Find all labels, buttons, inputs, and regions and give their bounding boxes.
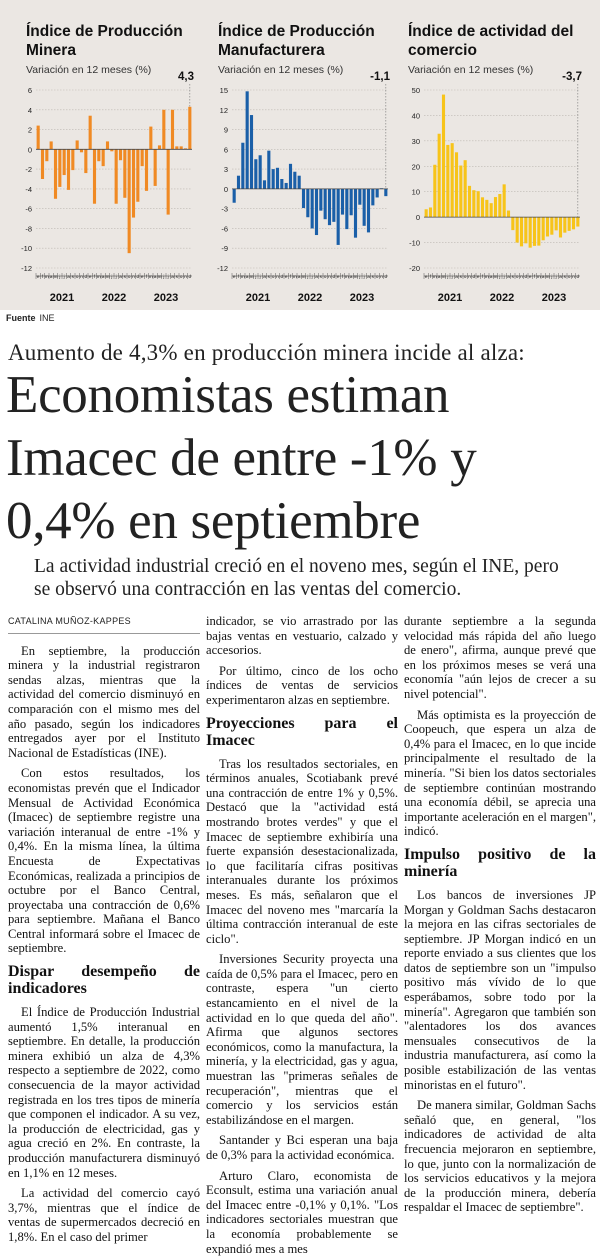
- month-label: a: [315, 274, 318, 279]
- y-tick-label: 6: [223, 145, 228, 155]
- paragraph: Con estos resultados, los economistas prevén que el Indicador Mensual de Actividad Económica (Imacec) de septiembre registre una variación interanual de entre -1% y 0,4%. En la misma línea, la última Encuesta de Expectativas Económicas, realizada a principios de octubre por el Banco Central, proyectaba una contracción de 0,6% para septiembre. Mañana el Banco Central informará sobre el Imacec de septiembre.: [8, 766, 200, 956]
- bar: [180, 146, 183, 149]
- month-label: a: [367, 274, 370, 279]
- year-label: 2022: [489, 292, 515, 304]
- bar: [285, 183, 288, 189]
- bar: [76, 140, 79, 149]
- bar: [263, 180, 266, 189]
- y-tick-label: 4: [27, 105, 32, 115]
- bar: [250, 115, 253, 189]
- month-label: m: [301, 274, 306, 279]
- paragraph: Santander y Bci esperan una baja de 0,3% para la actividad económica.: [206, 1133, 398, 1162]
- month-label: a: [153, 274, 157, 279]
- bar: [542, 217, 545, 240]
- bar: [433, 165, 436, 217]
- month-label: n: [380, 274, 383, 279]
- bar: [576, 217, 579, 226]
- paragraph: Inversiones Security proyecta una caída de 0,5% para el Imacec, pero en contraste, espera "un cierto estancamiento en el nivel de la actividad en lo que queda del año". Afirma que algunos sectores económicos, como la manufactura, la minería, y la electricidad, gas y agua, muestran las "primeras señales de recuperación", mientras que el comercio y los servicios están estabilizándose en el margen.: [206, 952, 398, 1127]
- paragraph: La actividad del comercio cayó 3,7%, mientras que el índice de ventas de supermercados decreció en 1,8%. En el caso del primer: [8, 1186, 200, 1244]
- article-column-1: [8, 614, 200, 1251]
- y-tick-label: 40: [411, 111, 420, 121]
- month-label: a: [349, 274, 353, 279]
- month-label: j: [111, 274, 113, 279]
- article-column-2: [206, 614, 398, 1258]
- year-label: 2023: [349, 292, 375, 304]
- bar: [259, 155, 262, 189]
- month-label: s: [511, 274, 514, 279]
- section-heading: Impulso positivo de la minería: [404, 845, 596, 880]
- bar: [71, 149, 74, 170]
- chart-subtitle: Variación en 12 meses (%): [26, 64, 152, 76]
- y-tick-label: 3: [223, 165, 228, 175]
- bar: [233, 189, 236, 203]
- bar: [67, 149, 70, 190]
- y-tick-label: -2: [25, 165, 32, 175]
- bar: [302, 189, 305, 208]
- deck: La actividad industrial creció en el noveno mes, según el INE, pero se observó una contracción en las ventas del comercio.: [34, 556, 559, 600]
- month-label: s: [123, 274, 126, 279]
- chart-title: Índice de Producción Minera: [26, 23, 183, 59]
- bar: [490, 203, 493, 217]
- bar: [455, 152, 458, 217]
- month-label: j: [311, 274, 313, 279]
- y-tick-label: -20: [409, 264, 420, 273]
- bar: [315, 189, 318, 235]
- bar: [128, 149, 131, 253]
- month-label: j: [503, 274, 505, 279]
- month-label: a: [119, 274, 122, 279]
- month-label: n: [572, 274, 575, 279]
- bar: [246, 91, 249, 189]
- paragraph: De manera similar, Goldman Sachs señaló que, en general, "los indicadores de actividad de alta frecuencia mejoraron en septiembre, lo que, junto con la normalización de los servicios educativos y la mejora de la producción minera, debería respaldar el Imacec de septiembre".: [404, 1098, 596, 1215]
- month-label: e: [88, 274, 92, 279]
- bar: [149, 127, 152, 150]
- month-label: m: [441, 274, 446, 279]
- bar: [50, 141, 53, 149]
- bar: [58, 149, 61, 187]
- month-label: o: [463, 274, 467, 279]
- month-label: s: [71, 274, 74, 279]
- month-label: m: [493, 274, 498, 279]
- bar: [354, 189, 357, 238]
- chart-panel-mineria: [0, 0, 200, 310]
- byline: CATALINA MUÑOZ-KAPPES: [8, 614, 200, 634]
- bar: [324, 189, 327, 219]
- chart-panel-manufactura: [196, 0, 396, 310]
- paragraph: indicador, se vio arrastrado por las bajas ventas en vestuario, calzado y accesorios.: [206, 614, 398, 658]
- bar: [568, 217, 571, 231]
- month-label: a: [437, 274, 441, 279]
- bar: [481, 197, 484, 217]
- month-label: e: [140, 274, 144, 279]
- bar: [328, 189, 331, 225]
- month-label: m: [353, 274, 358, 279]
- month-label: m: [44, 274, 49, 279]
- year-label: 2023: [541, 292, 567, 304]
- bar: [171, 110, 174, 150]
- month-label: m: [148, 274, 153, 279]
- bar: [45, 149, 48, 161]
- bar: [84, 149, 87, 173]
- month-label: o: [515, 274, 519, 279]
- bar: [106, 141, 109, 149]
- month-label: j: [163, 274, 165, 279]
- bar: [507, 211, 510, 218]
- bar: [319, 189, 322, 211]
- month-label: f: [289, 274, 292, 279]
- month-label: a: [245, 274, 249, 279]
- month-label: j: [551, 274, 553, 279]
- month-label: j: [555, 274, 557, 279]
- y-tick-label: 9: [223, 125, 228, 135]
- year-label: 2021: [245, 292, 271, 304]
- month-label: s: [175, 274, 178, 279]
- paragraph: Tras los resultados sectoriales, en términos anuales, Scotiabank prevé una contracción de entre 1% y 0,5%. Destacó que la "actividad está mostrando brotes verdes" y que el Imacec de septiembre exhibiría una fuerte expansión desestacionalizada, lo que facilitaría cifras positivas interanuales durante los próximos meses. Es más, señalaron que el Imacec del noveno mes "marcaría la última contracción interanual de este ciclo".: [206, 756, 398, 946]
- month-label: d: [280, 274, 284, 279]
- bar: [572, 217, 575, 229]
- bar: [363, 189, 366, 226]
- year-label: 2022: [101, 292, 127, 304]
- y-tick-label: -12: [21, 264, 32, 273]
- year-label: 2021: [49, 292, 75, 304]
- month-label: f: [533, 274, 536, 279]
- bar: [459, 166, 462, 218]
- month-label: n: [80, 274, 83, 279]
- paragraph: Arturo Claro, economista de Econsult, estima una variación anual del Imacec entre -0,1% y 0,1%. "Los indicadores sectoriales muestran que la economía probablemente se expandió mes a mes: [206, 1168, 398, 1256]
- source-value: INE: [39, 313, 55, 323]
- month-label: a: [101, 274, 105, 279]
- paragraph: Por último, cinco de los ocho índices de ventas de servicios experimentaron alzas en septiembre.: [206, 663, 398, 707]
- month-label: j: [363, 274, 365, 279]
- bar: [175, 146, 178, 149]
- bar: [241, 143, 244, 189]
- chart-title: Índice de actividad del comercio: [408, 23, 574, 59]
- y-tick-label: -6: [25, 204, 32, 214]
- paragraph: Los bancos de inversiones JP Morgan y Goldman Sachs destacaron la mejora en las cifras sectoriales de septiembre. JP Morgan indicó en un reporte enviado a sus clientes que los datos de septiembre son un "impulso positivo más vívido de lo que esperábamos, sobre todo por la minería". Agregaron que también son "alentadores los dos avances mensuales consecutivos de la industria manufacturera, así como la posible estabilización de las ventas minoristas en el futuro".: [404, 887, 596, 1092]
- month-label: o: [271, 274, 275, 279]
- article-column-3: [404, 614, 596, 1221]
- month-label: a: [455, 274, 458, 279]
- month-label: j: [359, 274, 361, 279]
- chart-subtitle: Variación en 12 meses (%): [408, 64, 534, 76]
- month-label: j: [255, 274, 257, 279]
- month-label: m: [157, 274, 162, 279]
- month-label: f: [341, 274, 344, 279]
- bar: [132, 149, 135, 217]
- bar: [503, 184, 506, 217]
- month-label: f: [237, 274, 240, 279]
- bar: [93, 149, 96, 203]
- month-label: a: [67, 274, 70, 279]
- month-label: a: [263, 274, 266, 279]
- month-label: j: [167, 274, 169, 279]
- bar: [438, 134, 441, 217]
- bar: [145, 149, 148, 191]
- y-tick-label: 20: [411, 162, 420, 172]
- bar: [529, 217, 532, 248]
- month-label: m: [96, 274, 101, 279]
- month-label: f: [481, 274, 484, 279]
- y-tick-label: -9: [221, 244, 228, 254]
- month-label: a: [559, 274, 562, 279]
- chart-subtitle: Variación en 12 meses (%): [218, 64, 344, 76]
- paragraph: En septiembre, la producción minera y la industrial registraron sendas alzas, mientras que la actividad del comercio disminuyó en comparación con el mismo mes del año pasado, según los indicadores entregados ayer por el Instituto Nacional de Estadísticas (INE).: [8, 643, 200, 760]
- month-label: m: [344, 274, 349, 279]
- month-label: m: [545, 274, 550, 279]
- month-label: m: [249, 274, 254, 279]
- chart-panel-comercio: [388, 0, 588, 310]
- y-tick-label: 6: [27, 86, 32, 95]
- month-label: n: [132, 274, 135, 279]
- bar: [293, 172, 296, 189]
- month-label: a: [489, 274, 493, 279]
- y-tick-label: -12: [217, 264, 228, 273]
- bar: [237, 176, 240, 189]
- bar: [341, 189, 344, 215]
- year-label: 2022: [297, 292, 323, 304]
- month-label: o: [323, 274, 327, 279]
- y-tick-label: -3: [221, 204, 228, 214]
- bar: [276, 168, 279, 189]
- paragraph: El Índice de Producción Industrial aumentó 1,5% interanual en septiembre. En detalle, la producción minera exhibió un alza de 4,3% respecto a septiembre de 2022, como consecuencia de la mayor actividad registrada en los tres tipos de minería que componen el indicador. A su vez, la producción de electricidad, gas y agua creció en 2%. En contraste, la producción manufacturera disminuyó en 1,1% en 12 meses.: [8, 1005, 200, 1180]
- month-label: s: [267, 274, 270, 279]
- month-label: o: [179, 274, 183, 279]
- month-label: n: [184, 274, 187, 279]
- bar: [451, 143, 454, 217]
- bar: [119, 149, 122, 160]
- month-label: f: [429, 274, 432, 279]
- bar: [533, 217, 536, 246]
- bar: [80, 149, 83, 152]
- month-label: o: [567, 274, 571, 279]
- month-label: s: [371, 274, 374, 279]
- y-tick-label: -8: [25, 224, 32, 234]
- bar: [267, 151, 270, 189]
- month-label: n: [520, 274, 523, 279]
- y-tick-label: -10: [409, 238, 420, 248]
- bar: [464, 160, 467, 217]
- month-label: d: [472, 274, 476, 279]
- y-tick-label: -10: [21, 244, 32, 254]
- month-label: f: [145, 274, 148, 279]
- bar: [350, 189, 353, 215]
- bar: [162, 110, 165, 150]
- bar: [102, 149, 105, 166]
- bar: [154, 149, 157, 186]
- month-label: j: [59, 274, 61, 279]
- month-label: m: [536, 274, 541, 279]
- bar: [54, 149, 57, 198]
- bar: [546, 217, 549, 236]
- bar: [446, 145, 449, 217]
- y-tick-label: 10: [411, 187, 420, 197]
- month-label: m: [105, 274, 110, 279]
- bar: [477, 191, 480, 217]
- bar: [89, 116, 92, 150]
- month-label: e: [232, 274, 236, 279]
- month-label: f: [93, 274, 96, 279]
- headline: Economistas estiman Imacec de entre -1% y 0,4% en septiembre: [6, 366, 477, 550]
- kicker: Aumento de 4,3% en producción minera incide al alza:: [8, 340, 525, 365]
- month-label: a: [171, 274, 174, 279]
- bar: [524, 217, 527, 243]
- month-label: n: [276, 274, 279, 279]
- source-note: [6, 313, 55, 323]
- bar: [332, 189, 335, 222]
- bar: [537, 217, 540, 245]
- bar: [345, 189, 348, 229]
- month-label: m: [292, 274, 297, 279]
- bar: [280, 179, 283, 189]
- bar: [384, 189, 387, 196]
- month-label: m: [432, 274, 437, 279]
- month-label: s: [459, 274, 462, 279]
- month-label: d: [84, 274, 88, 279]
- chart-comercio: [388, 0, 588, 310]
- bar: [141, 149, 144, 166]
- section-heading: Proyecciones para el Imacec: [206, 714, 398, 749]
- month-label: d: [524, 274, 528, 279]
- paragraph: durante septiembre a la segunda velocidad más rápida del año luego de enero", afirma, aunque prevé que en los próximos meses se verá una economía "aún lejos de crecer a su nivel potencial".: [404, 614, 596, 701]
- last-value-label: -3,7: [562, 71, 582, 83]
- bar: [425, 209, 428, 217]
- y-tick-label: 0: [223, 184, 228, 194]
- bar: [306, 189, 309, 217]
- month-label: s: [319, 274, 322, 279]
- bar: [516, 217, 519, 242]
- month-label: e: [284, 274, 288, 279]
- month-label: j: [451, 274, 453, 279]
- bar: [559, 217, 562, 237]
- month-label: o: [375, 274, 379, 279]
- source-label: Fuente: [6, 313, 36, 323]
- bar: [337, 189, 340, 245]
- bar: [520, 217, 523, 246]
- month-label: a: [297, 274, 301, 279]
- month-label: e: [528, 274, 532, 279]
- bar: [371, 189, 374, 205]
- year-label: 2023: [153, 292, 179, 304]
- year-label: 2021: [437, 292, 463, 304]
- y-tick-label: 15: [219, 86, 228, 95]
- month-label: j: [307, 274, 309, 279]
- month-label: d: [332, 274, 336, 279]
- bar: [485, 200, 488, 217]
- chart-title: Índice de Producción Manufacturera: [218, 23, 375, 59]
- bar: [115, 149, 118, 203]
- last-value-label: -1,1: [370, 71, 390, 83]
- bar: [136, 149, 139, 201]
- month-label: n: [468, 274, 471, 279]
- month-label: j: [63, 274, 65, 279]
- bar: [472, 190, 475, 217]
- bar: [494, 197, 497, 217]
- bar: [442, 95, 445, 218]
- month-label: o: [75, 274, 79, 279]
- bar: [498, 194, 501, 217]
- bar: [311, 189, 314, 229]
- y-tick-label: 0: [415, 213, 420, 223]
- chart-manufactura: [196, 0, 396, 310]
- bar: [376, 189, 379, 198]
- bar: [41, 149, 44, 179]
- section-heading: Dispar desempeño de indicadores: [8, 963, 200, 998]
- month-label: m: [53, 274, 58, 279]
- month-label: f: [41, 274, 44, 279]
- bar: [429, 207, 432, 217]
- month-label: a: [507, 274, 510, 279]
- bar: [123, 149, 126, 197]
- y-tick-label: 12: [219, 105, 228, 115]
- bar: [37, 126, 40, 150]
- y-tick-label: -6: [221, 224, 228, 234]
- bar: [555, 217, 558, 230]
- month-label: e: [424, 274, 428, 279]
- month-label: a: [541, 274, 545, 279]
- month-label: n: [328, 274, 331, 279]
- month-label: j: [259, 274, 261, 279]
- last-value-label: 4,3: [178, 71, 194, 83]
- y-tick-label: 0: [27, 145, 32, 155]
- month-label: a: [49, 274, 53, 279]
- bar: [254, 159, 257, 189]
- month-label: m: [484, 274, 489, 279]
- y-tick-label: 2: [27, 125, 32, 135]
- month-label: d: [576, 274, 580, 279]
- bar: [63, 149, 66, 175]
- bar: [188, 107, 191, 150]
- month-label: e: [36, 274, 40, 279]
- y-tick-label: 50: [411, 86, 420, 95]
- paragraph: Más optimista es la proyección de Coopeuch, que espera un alza de 0,4% para el Imacec, en lo que incide principalmente el resultado de la minería. "Si bien los datos sectoriales de septiembre continúan mostrando una economía débil, se aprecia una importante aceleración en el margen", indicó.: [404, 707, 596, 839]
- month-label: j: [115, 274, 117, 279]
- month-label: d: [188, 274, 192, 279]
- bar: [550, 217, 553, 235]
- bar: [289, 164, 292, 189]
- charts-section: [0, 0, 600, 310]
- bar: [97, 149, 100, 161]
- month-label: j: [499, 274, 501, 279]
- bar: [298, 176, 301, 189]
- bar: [468, 186, 471, 217]
- month-label: o: [127, 274, 131, 279]
- month-label: e: [476, 274, 480, 279]
- month-label: d: [136, 274, 140, 279]
- y-tick-label: 30: [411, 136, 420, 146]
- bar: [511, 217, 514, 230]
- bar: [563, 217, 566, 233]
- month-label: m: [240, 274, 245, 279]
- month-label: s: [563, 274, 566, 279]
- month-label: e: [336, 274, 340, 279]
- chart-mineria: [0, 0, 200, 310]
- month-label: d: [384, 274, 388, 279]
- bar: [167, 149, 170, 214]
- bar: [367, 189, 370, 233]
- bar: [358, 189, 361, 205]
- month-label: j: [447, 274, 449, 279]
- bar: [158, 145, 161, 149]
- bar: [272, 169, 275, 189]
- y-tick-label: -4: [25, 184, 32, 194]
